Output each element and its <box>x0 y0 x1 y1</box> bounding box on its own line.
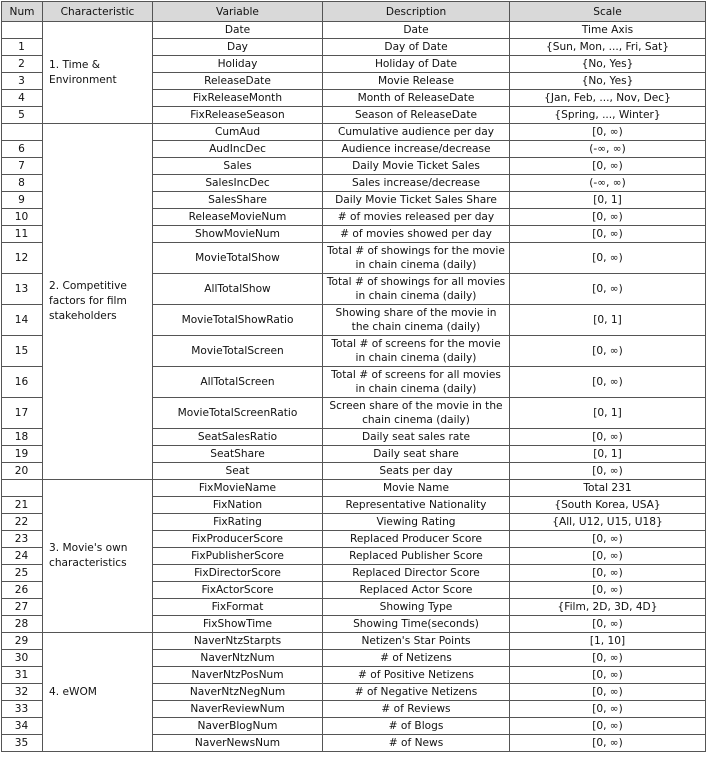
cell-scale: {No, Yes} <box>510 56 706 73</box>
cell-description: # of Positive Netizens <box>323 667 510 684</box>
cell-variable: FixFormat <box>153 599 323 616</box>
cell-scale: [0, 1] <box>510 192 706 209</box>
cell-num: 2 <box>2 56 43 73</box>
cell-scale: [0, ∞) <box>510 718 706 735</box>
cell-variable: NaverNewsNum <box>153 735 323 752</box>
header-description: Description <box>323 2 510 22</box>
cell-num: 1 <box>2 39 43 56</box>
cell-description: Date <box>323 22 510 39</box>
cell-variable: SeatSalesRatio <box>153 429 323 446</box>
cell-num: 28 <box>2 616 43 633</box>
cell-scale: [0, ∞) <box>510 226 706 243</box>
cell-num: 16 <box>2 367 43 398</box>
cell-scale: [0, ∞) <box>510 667 706 684</box>
cell-variable: ShowMovieNum <box>153 226 323 243</box>
cell-num: 6 <box>2 141 43 158</box>
cell-variable: MovieTotalShow <box>153 243 323 274</box>
cell-description: Replaced Publisher Score <box>323 548 510 565</box>
header-num: Num <box>2 2 43 22</box>
cell-description: Seats per day <box>323 463 510 480</box>
cell-variable: Sales <box>153 158 323 175</box>
cell-scale: Time Axis <box>510 22 706 39</box>
cell-num: 22 <box>2 514 43 531</box>
cell-variable: SalesIncDec <box>153 175 323 192</box>
cell-num: 24 <box>2 548 43 565</box>
cell-variable: Seat <box>153 463 323 480</box>
cell-scale: {Jan, Feb, ..., Nov, Dec} <box>510 90 706 107</box>
cell-num: 31 <box>2 667 43 684</box>
cell-scale: [0, ∞) <box>510 565 706 582</box>
cell-scale: {South Korea, USA} <box>510 497 706 514</box>
cell-variable: MovieTotalScreenRatio <box>153 398 323 429</box>
cell-variable: NaverNtzNum <box>153 650 323 667</box>
cell-characteristic: 1. Time & Environment <box>43 22 153 124</box>
cell-num: 20 <box>2 463 43 480</box>
cell-description: Total # of screens for the movie in chain cinema (daily) <box>323 336 510 367</box>
cell-description: Day of Date <box>323 39 510 56</box>
cell-description: # of movies showed per day <box>323 226 510 243</box>
cell-num: 13 <box>2 274 43 305</box>
cell-num: 17 <box>2 398 43 429</box>
cell-num: 12 <box>2 243 43 274</box>
cell-scale: (-∞, ∞) <box>510 141 706 158</box>
cell-num: 30 <box>2 650 43 667</box>
cell-variable: MovieTotalShowRatio <box>153 305 323 336</box>
table-body <box>2 22 706 752</box>
cell-description: Movie Release <box>323 73 510 90</box>
cell-scale: {Film, 2D, 3D, 4D} <box>510 599 706 616</box>
cell-variable: AllTotalScreen <box>153 367 323 398</box>
table-row <box>2 633 706 650</box>
cell-variable: Day <box>153 39 323 56</box>
cell-scale: [0, ∞) <box>510 336 706 367</box>
table-row <box>2 480 706 497</box>
cell-variable: FixPublisherScore <box>153 548 323 565</box>
cell-variable: ReleaseDate <box>153 73 323 90</box>
cell-num: 9 <box>2 192 43 209</box>
cell-description: Total # of showings for the movie in chain cinema (daily) <box>323 243 510 274</box>
variables-table <box>1 1 706 752</box>
cell-description: Replaced Producer Score <box>323 531 510 548</box>
cell-variable: Holiday <box>153 56 323 73</box>
cell-description: Showing Type <box>323 599 510 616</box>
cell-num: 21 <box>2 497 43 514</box>
cell-scale: [0, ∞) <box>510 735 706 752</box>
cell-description: Replaced Director Score <box>323 565 510 582</box>
cell-scale: {Sun, Mon, ..., Fri, Sat} <box>510 39 706 56</box>
cell-num: 4 <box>2 90 43 107</box>
cell-num: 14 <box>2 305 43 336</box>
table-row <box>2 22 706 39</box>
cell-variable: SeatShare <box>153 446 323 463</box>
cell-variable: NaverReviewNum <box>153 701 323 718</box>
cell-num: 11 <box>2 226 43 243</box>
cell-description: Daily seat sales rate <box>323 429 510 446</box>
cell-scale: [0, ∞) <box>510 463 706 480</box>
cell-characteristic: 4. eWOM <box>43 633 153 752</box>
cell-scale: [0, ∞) <box>510 582 706 599</box>
cell-description: Month of ReleaseDate <box>323 90 510 107</box>
cell-num: 23 <box>2 531 43 548</box>
cell-scale: [0, 1] <box>510 305 706 336</box>
cell-description: Replaced Actor Score <box>323 582 510 599</box>
cell-num: 33 <box>2 701 43 718</box>
cell-description: Showing share of the movie in the chain cinema (daily) <box>323 305 510 336</box>
cell-variable: NaverNtzNegNum <box>153 684 323 701</box>
cell-description: Movie Name <box>323 480 510 497</box>
cell-description: Netizen's Star Points <box>323 633 510 650</box>
cell-description: Cumulative audience per day <box>323 124 510 141</box>
cell-description: Daily Movie Ticket Sales Share <box>323 192 510 209</box>
cell-num: 26 <box>2 582 43 599</box>
cell-variable: SalesShare <box>153 192 323 209</box>
cell-scale: [1, 10] <box>510 633 706 650</box>
cell-variable: FixProducerScore <box>153 531 323 548</box>
cell-scale: [0, ∞) <box>510 429 706 446</box>
cell-variable: NaverNtzPosNum <box>153 667 323 684</box>
cell-description: # of Blogs <box>323 718 510 735</box>
cell-variable: FixActorScore <box>153 582 323 599</box>
cell-num <box>2 480 43 497</box>
cell-num: 5 <box>2 107 43 124</box>
cell-description: Total # of screens for all movies in chain cinema (daily) <box>323 367 510 398</box>
cell-scale: {No, Yes} <box>510 73 706 90</box>
cell-scale: [0, ∞) <box>510 243 706 274</box>
cell-variable: FixReleaseMonth <box>153 90 323 107</box>
cell-num: 15 <box>2 336 43 367</box>
cell-variable: AllTotalShow <box>153 274 323 305</box>
cell-characteristic: 2. Competitive factors for film stakeholders <box>43 124 153 480</box>
cell-description: Daily seat share <box>323 446 510 463</box>
cell-num <box>2 124 43 141</box>
header-row <box>2 2 706 22</box>
header-scale: Scale <box>510 2 706 22</box>
cell-scale: [0, ∞) <box>510 274 706 305</box>
cell-num <box>2 22 43 39</box>
cell-variable: AudIncDec <box>153 141 323 158</box>
cell-scale: [0, ∞) <box>510 684 706 701</box>
cell-variable: ReleaseMovieNum <box>153 209 323 226</box>
cell-scale: [0, ∞) <box>510 158 706 175</box>
cell-description: # of Reviews <box>323 701 510 718</box>
cell-description: Season of ReleaseDate <box>323 107 510 124</box>
cell-num: 35 <box>2 735 43 752</box>
header-characteristic: Characteristic <box>43 2 153 22</box>
table-row <box>2 124 706 141</box>
cell-scale: (-∞, ∞) <box>510 175 706 192</box>
cell-scale: [0, ∞) <box>510 531 706 548</box>
cell-variable: Date <box>153 22 323 39</box>
cell-description: Viewing Rating <box>323 514 510 531</box>
cell-variable: NaverBlogNum <box>153 718 323 735</box>
cell-variable: FixNation <box>153 497 323 514</box>
cell-scale: {Spring, ..., Winter} <box>510 107 706 124</box>
cell-scale: [0, ∞) <box>510 209 706 226</box>
cell-scale: [0, ∞) <box>510 124 706 141</box>
cell-description: # of Netizens <box>323 650 510 667</box>
cell-scale: [0, ∞) <box>510 701 706 718</box>
cell-variable: FixDirectorScore <box>153 565 323 582</box>
cell-num: 7 <box>2 158 43 175</box>
cell-num: 19 <box>2 446 43 463</box>
cell-description: # of News <box>323 735 510 752</box>
cell-description: Daily Movie Ticket Sales <box>323 158 510 175</box>
cell-description: Holiday of Date <box>323 56 510 73</box>
cell-description: # of movies released per day <box>323 209 510 226</box>
cell-description: Sales increase/decrease <box>323 175 510 192</box>
cell-variable: NaverNtzStarpts <box>153 633 323 650</box>
cell-description: # of Negative Netizens <box>323 684 510 701</box>
cell-description: Audience increase/decrease <box>323 141 510 158</box>
cell-characteristic: 3. Movie's own characteristics <box>43 480 153 633</box>
cell-scale: [0, ∞) <box>510 548 706 565</box>
cell-num: 8 <box>2 175 43 192</box>
cell-num: 3 <box>2 73 43 90</box>
cell-variable: FixShowTime <box>153 616 323 633</box>
cell-description: Showing Time(seconds) <box>323 616 510 633</box>
cell-num: 34 <box>2 718 43 735</box>
cell-scale: Total 231 <box>510 480 706 497</box>
cell-scale: [0, ∞) <box>510 367 706 398</box>
header-variable: Variable <box>153 2 323 22</box>
cell-scale: [0, ∞) <box>510 650 706 667</box>
cell-variable: FixMovieName <box>153 480 323 497</box>
cell-num: 29 <box>2 633 43 650</box>
cell-num: 27 <box>2 599 43 616</box>
cell-variable: FixRating <box>153 514 323 531</box>
cell-num: 18 <box>2 429 43 446</box>
cell-variable: MovieTotalScreen <box>153 336 323 367</box>
cell-scale: [0, ∞) <box>510 616 706 633</box>
cell-num: 10 <box>2 209 43 226</box>
cell-num: 25 <box>2 565 43 582</box>
cell-description: Total # of showings for all movies in chain cinema (daily) <box>323 274 510 305</box>
cell-scale: [0, 1] <box>510 398 706 429</box>
cell-scale: [0, 1] <box>510 446 706 463</box>
cell-num: 32 <box>2 684 43 701</box>
cell-variable: FixReleaseSeason <box>153 107 323 124</box>
cell-description: Screen share of the movie in the chain cinema (daily) <box>323 398 510 429</box>
cell-variable: CumAud <box>153 124 323 141</box>
cell-description: Representative Nationality <box>323 497 510 514</box>
cell-scale: {All, U12, U15, U18} <box>510 514 706 531</box>
